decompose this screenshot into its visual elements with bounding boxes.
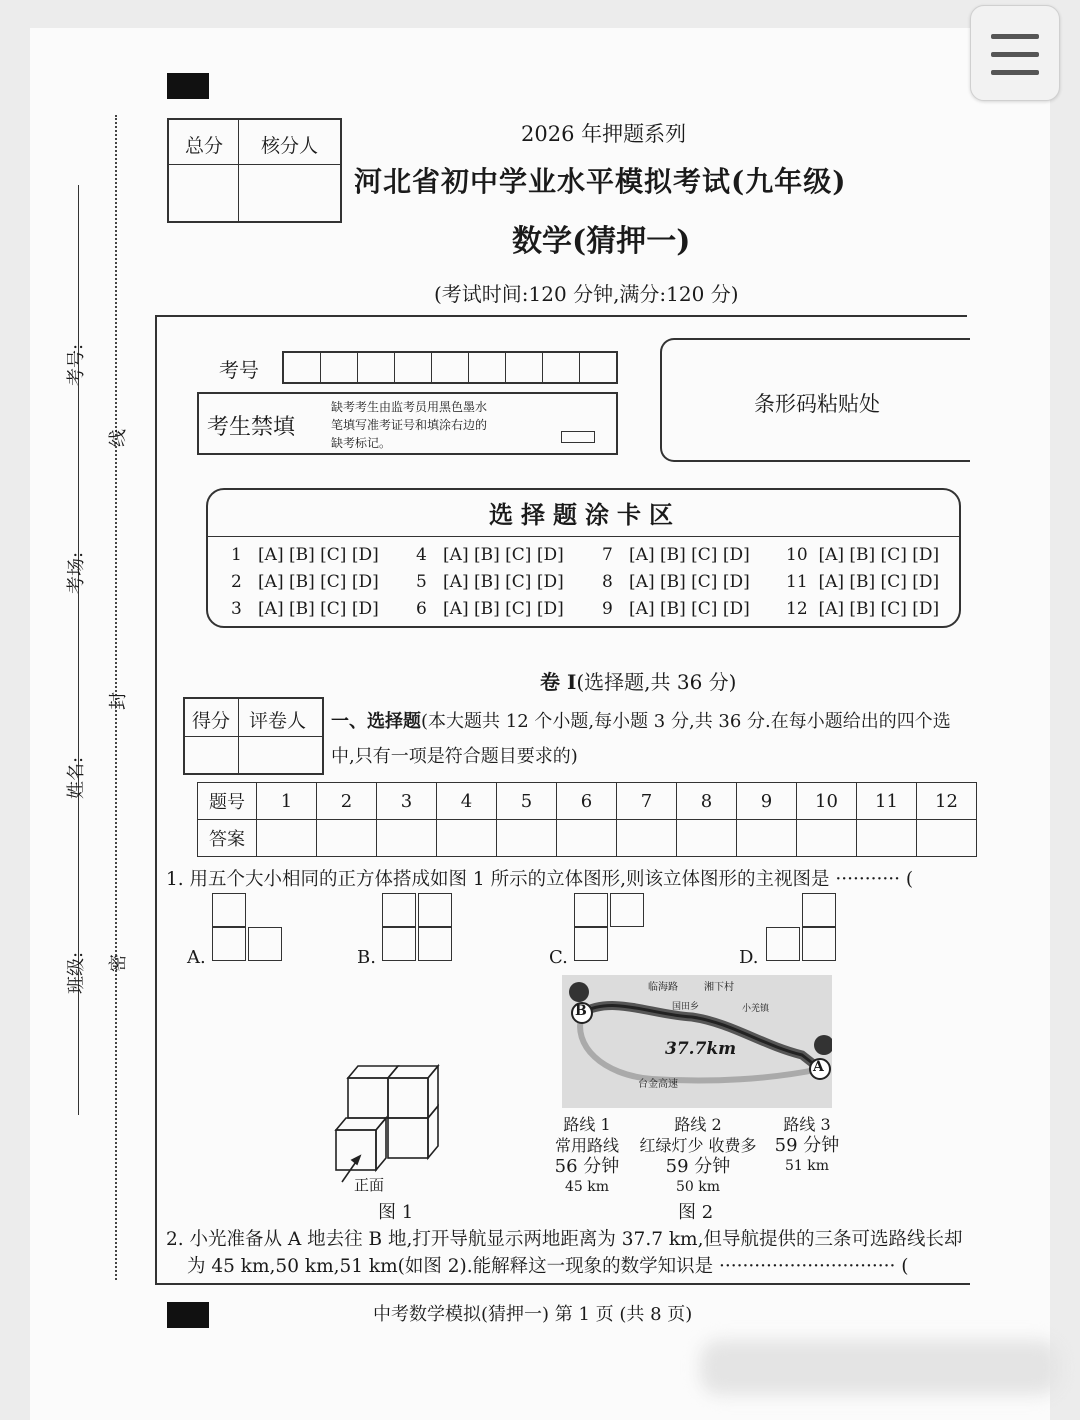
map-place: 湘下村 xyxy=(704,982,734,993)
bubble-row-5[interactable]: 5 [A] [B] [C] [D] xyxy=(416,572,564,592)
exam-title: 河北省初中学业水平模拟考试(九年级) xyxy=(354,165,847,198)
cube-square xyxy=(212,893,246,927)
route-time: 59 分钟 xyxy=(665,1156,731,1177)
answer-cell[interactable] xyxy=(257,820,317,857)
score-box-divider xyxy=(238,120,239,221)
bubble-area-title: 选择题涂卡区 xyxy=(489,500,681,529)
map-distance: 37.7km xyxy=(665,1039,737,1059)
map-place: 小羌镇 xyxy=(742,1004,770,1014)
route-2 xyxy=(636,1114,760,1198)
forbidden-fill-box xyxy=(197,392,618,455)
q-number-cell: 4 xyxy=(437,783,497,820)
cube-square xyxy=(418,927,452,961)
map-place: 国田乡 xyxy=(672,1002,700,1012)
answer-table-answer-row xyxy=(198,820,977,857)
forbidden-note-1: 缺考考生由监考员用黑色墨水 xyxy=(331,400,488,414)
answer-table xyxy=(197,782,977,857)
hamburger-line xyxy=(991,52,1039,57)
bubble-row-9[interactable]: 9 [A] [B] [C] [D] xyxy=(602,599,750,619)
option-c-label: C. xyxy=(549,947,568,968)
digit-divider xyxy=(357,353,358,382)
q-number-cell: 3 xyxy=(377,783,437,820)
barcode-label: 条形码粘贴处 xyxy=(754,392,880,416)
route-desc: 常用路线 xyxy=(554,1136,619,1155)
bubble-row-3[interactable]: 3 [A] [B] [C] [D] xyxy=(231,599,379,619)
section-score-divider xyxy=(238,699,239,773)
answer-cell[interactable] xyxy=(557,820,617,857)
total-score-box xyxy=(167,118,342,223)
q-number-cell: 8 xyxy=(677,783,737,820)
q-number-cell: 9 xyxy=(737,783,797,820)
answer-cell[interactable] xyxy=(317,820,377,857)
exam-no-label: 考号 xyxy=(219,358,259,382)
answer-label: 答案 xyxy=(198,820,257,857)
navigation-map xyxy=(562,975,832,1108)
option-d-label: D. xyxy=(739,947,759,968)
cube-square xyxy=(418,893,452,927)
q-number-label: 题号 xyxy=(198,783,257,820)
checker-label: 核分人 xyxy=(261,135,319,157)
map-marker-b: B xyxy=(575,1003,587,1019)
route-distance: 51 km xyxy=(784,1158,830,1174)
sidebar-seal-line: 线 xyxy=(108,429,129,447)
registration-mark-top xyxy=(167,73,209,99)
registration-mark-bottom xyxy=(167,1302,209,1328)
q-number-cell: 1 xyxy=(257,783,317,820)
q-number-cell: 10 xyxy=(797,783,857,820)
answer-cell[interactable] xyxy=(497,820,557,857)
answer-cell[interactable] xyxy=(737,820,797,857)
map-place: 台金高速 xyxy=(638,1079,678,1090)
digit-divider xyxy=(505,353,506,382)
answer-cell[interactable] xyxy=(797,820,857,857)
cube-square xyxy=(248,927,282,961)
sidebar-room-no: 考场: xyxy=(66,551,88,595)
bubble-row-10[interactable]: 10 [A] [B] [C] [D] xyxy=(786,545,940,565)
q-number-cell: 5 xyxy=(497,783,557,820)
subject-title: 数学(猜押一) xyxy=(512,224,691,259)
bubble-row-1[interactable]: 1 [A] [B] [C] [D] xyxy=(231,545,379,565)
digit-divider xyxy=(431,353,432,382)
front-label: 正面 xyxy=(354,1176,385,1194)
figure-1-label: 图 1 xyxy=(378,1202,414,1223)
answer-cell[interactable] xyxy=(917,820,977,857)
answer-cell[interactable] xyxy=(677,820,737,857)
route-time: 59 分钟 xyxy=(774,1135,840,1156)
bubble-row-8[interactable]: 8 [A] [B] [C] [D] xyxy=(602,572,750,592)
cube-square xyxy=(212,927,246,961)
bubble-row-7[interactable]: 7 [A] [B] [C] [D] xyxy=(602,545,750,565)
map-place: 临海路 xyxy=(648,982,678,993)
route-name: 路线 2 xyxy=(674,1115,722,1134)
exam-no-boxes[interactable] xyxy=(282,351,618,384)
series-label: 2026 年押题系列 xyxy=(521,122,687,146)
sidebar-class: 班级: xyxy=(66,951,88,995)
blurred-overlay xyxy=(700,1340,1060,1395)
route-3 xyxy=(772,1114,842,1177)
cube-square xyxy=(574,927,608,961)
score-box-divider xyxy=(169,164,340,165)
bubble-row-4[interactable]: 4 [A] [B] [C] [D] xyxy=(416,545,564,565)
bubble-row-2[interactable]: 2 [A] [B] [C] [D] xyxy=(231,572,379,592)
section-title: 卷 I(选择题,共 36 分) xyxy=(540,670,737,694)
forbidden-note-3: 缺考标记。 xyxy=(331,436,392,450)
option-b-label: B. xyxy=(357,947,376,968)
answer-cell[interactable] xyxy=(377,820,437,857)
digit-divider xyxy=(579,353,580,382)
route-name: 路线 1 xyxy=(563,1115,611,1134)
q-number-cell: 7 xyxy=(617,783,677,820)
section-intro-line-1: 一、选择题(本大题共 12 个小题,每小题 3 分,共 36 分.在每小题给出的四个选 xyxy=(331,711,951,732)
sidebar-seal: 封 xyxy=(108,692,129,710)
figure-2-label: 图 2 xyxy=(678,1202,714,1223)
q-number-cell: 12 xyxy=(917,783,977,820)
sidebar-secret: 密 xyxy=(108,954,129,972)
map-marker-a: A xyxy=(813,1059,824,1075)
question-1-text: 1. 用五个大小相同的正方体搭成如图 1 所示的立体图形,则该立体图形的主视图是 ··········· ( xyxy=(166,869,914,890)
menu-button[interactable] xyxy=(970,5,1060,101)
sidebar-exam-no: 考号: xyxy=(66,343,88,387)
cube-square xyxy=(802,893,836,927)
section-score-box xyxy=(183,697,324,775)
route-distance: 50 km xyxy=(675,1179,721,1195)
digit-divider xyxy=(468,353,469,382)
cube-square xyxy=(382,927,416,961)
route-name: 路线 3 xyxy=(783,1115,831,1134)
sidebar-name: 姓名: xyxy=(66,756,88,800)
forbidden-label: 考生禁填 xyxy=(207,415,296,440)
bubble-row-11[interactable]: 11 [A] [B] [C] [D] xyxy=(786,572,940,592)
digit-divider xyxy=(394,353,395,382)
q-number-cell: 6 xyxy=(557,783,617,820)
frame-bottom-line xyxy=(155,1283,970,1285)
option-a-label: A. xyxy=(187,947,206,968)
forbidden-note-2: 笔填写准考证号和填涂右边的 xyxy=(331,418,488,432)
q-number-cell: 2 xyxy=(317,783,377,820)
frame-left-line xyxy=(155,315,157,1283)
answer-cell[interactable] xyxy=(617,820,677,857)
section-score-divider xyxy=(185,736,322,737)
question-2-line-2: 为 45 km,50 km,51 km(如图 2).能解释这一现象的数学知识是 ······························ ( xyxy=(187,1256,909,1277)
frame-top-line xyxy=(155,315,967,317)
total-score-label: 总分 xyxy=(185,135,224,157)
exam-info: (考试时间:120 分钟,满分:120 分) xyxy=(434,282,739,306)
cube-square xyxy=(802,927,836,961)
cube-square xyxy=(574,893,608,927)
route-1 xyxy=(552,1114,622,1198)
cube-square xyxy=(610,893,644,927)
route-distance: 45 km xyxy=(564,1179,610,1195)
question-2-line-1: 2. 小光准备从 A 地去往 B 地,打开导航显示两地距离为 37.7 km,但导航提供的三条可选路线长却 xyxy=(166,1229,963,1250)
hamburger-menu-icon xyxy=(991,34,1039,39)
page-footer: 中考数学模拟(猜押一) 第 1 页 (共 8 页) xyxy=(373,1304,693,1325)
answer-cell[interactable] xyxy=(437,820,497,857)
route-desc: 红绿灯少 收费多 xyxy=(639,1136,757,1155)
section-intro-line-2: 中,只有一项是符合题目要求的) xyxy=(331,746,578,767)
bubble-row-12[interactable]: 12 [A] [B] [C] [D] xyxy=(786,599,940,619)
figure-1-cubes xyxy=(330,1060,450,1195)
digit-divider xyxy=(320,353,321,382)
digit-divider xyxy=(542,353,543,382)
cube-square xyxy=(382,893,416,927)
absence-mark-box[interactable] xyxy=(561,431,595,443)
answer-table-header-row xyxy=(198,783,977,820)
hamburger-line xyxy=(991,70,1039,75)
route-time: 56 分钟 xyxy=(554,1156,620,1177)
cube-square xyxy=(766,927,800,961)
score-label: 得分 xyxy=(192,710,231,732)
bubble-row-6[interactable]: 6 [A] [B] [C] [D] xyxy=(416,599,564,619)
bubble-area-divider xyxy=(208,536,959,537)
answer-cell[interactable] xyxy=(857,820,917,857)
grader-label: 评卷人 xyxy=(249,710,307,732)
barcode-area xyxy=(660,338,970,462)
q-number-cell: 11 xyxy=(857,783,917,820)
